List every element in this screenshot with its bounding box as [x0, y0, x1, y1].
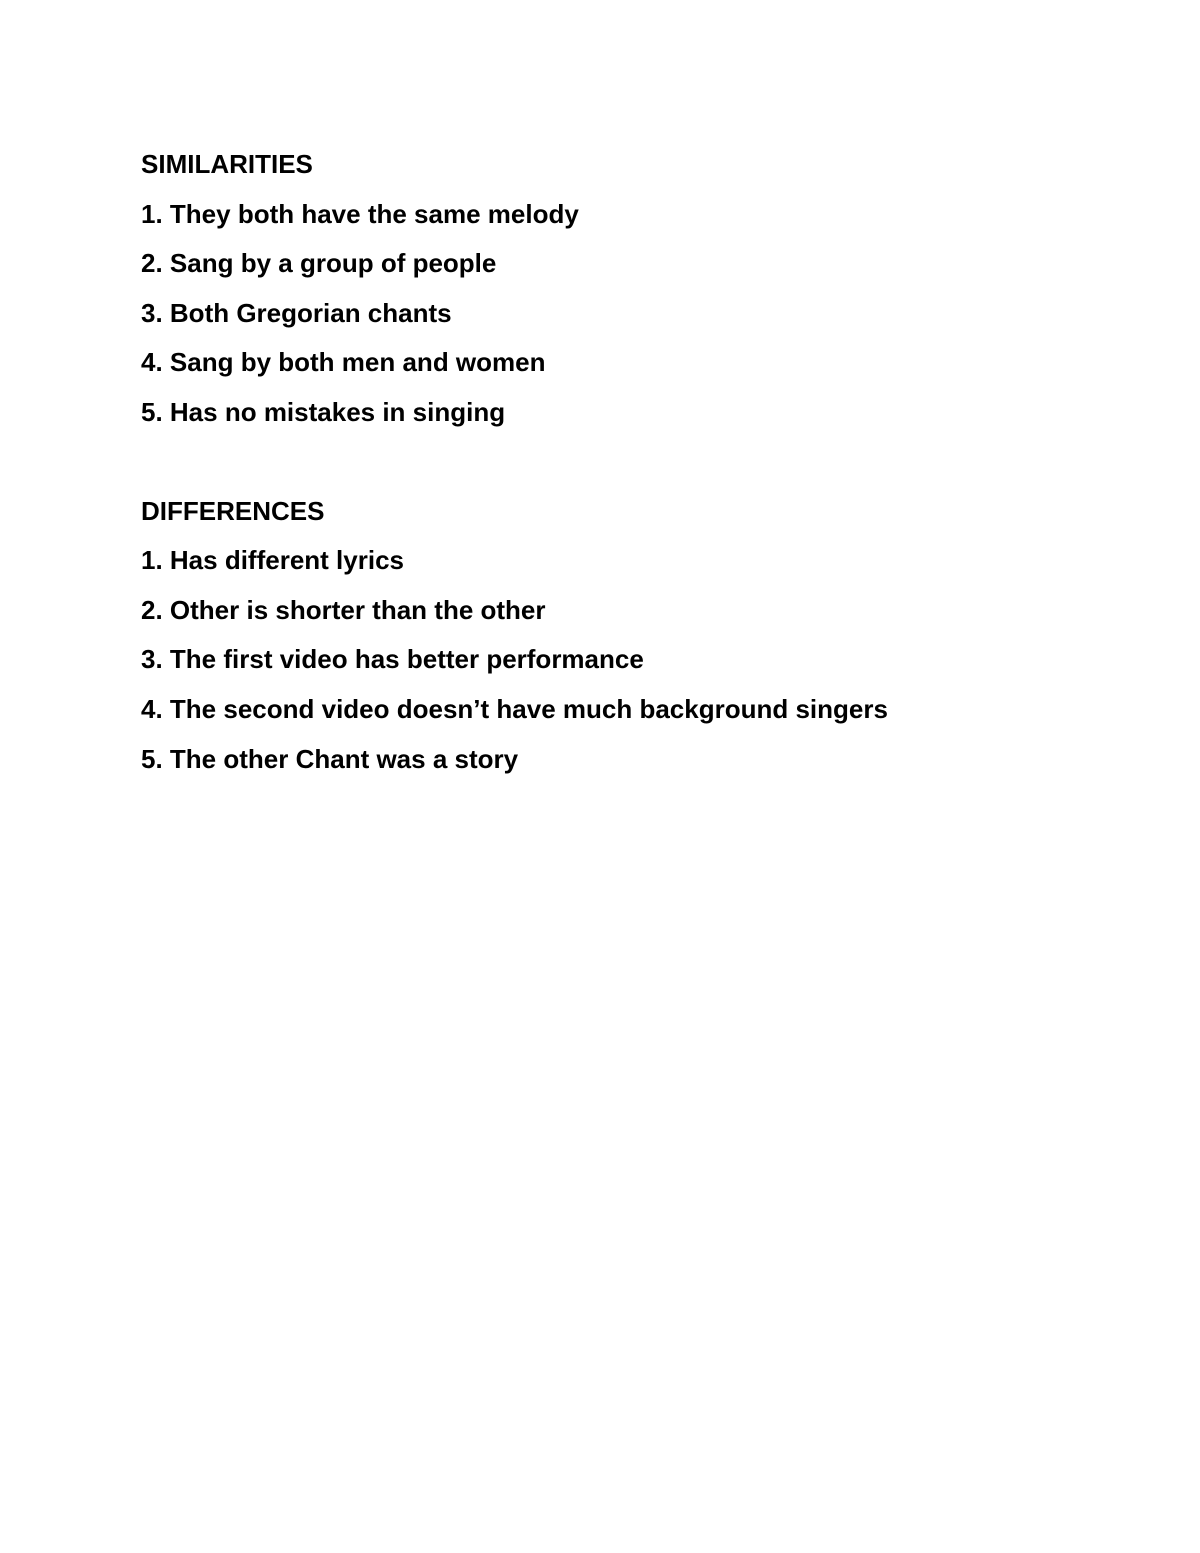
document-body [141, 140, 1121, 784]
similarities-list [141, 190, 1121, 438]
list-item: 1. They both have the same melody [141, 198, 579, 229]
list-item: 5. Has no mistakes in singing [141, 396, 506, 427]
list-item: 3. The first video has better performance [141, 644, 644, 675]
section-heading: SIMILARITIES [141, 149, 313, 179]
list-item: 2. Other is shorter than the other [141, 594, 546, 625]
section-heading: DIFFERENCES [141, 495, 325, 526]
list-item: 4. Sang by both men and women [141, 347, 546, 378]
list-item: 5. The other Chant was a story [141, 743, 519, 774]
similarities-section [141, 140, 1121, 438]
differences-section [141, 487, 1121, 785]
differences-list [141, 536, 1121, 784]
list-item: 2. Sang by a group of people [141, 248, 497, 279]
list-item: 3. Both Gregorian chants [141, 297, 452, 328]
list-item: 4. The second video doesn’t have much background singers [141, 693, 888, 724]
list-item: 1. Has different lyrics [141, 545, 404, 576]
